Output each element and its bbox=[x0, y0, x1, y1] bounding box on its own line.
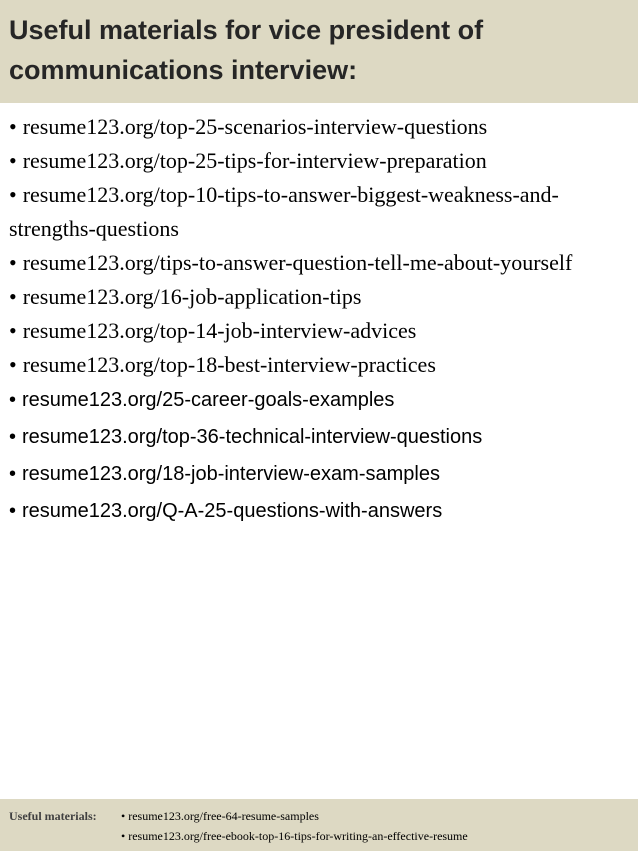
footer-label bbox=[9, 806, 121, 826]
link-text[interactable]: resume123.org/top-10-tips-to-answer-biggest-weakness-and-strengths-questions bbox=[9, 182, 559, 241]
bullet: • bbox=[9, 148, 17, 173]
list-item bbox=[9, 493, 631, 530]
link-text[interactable]: resume123.org/top-25-tips-for-interview-preparation bbox=[22, 148, 487, 173]
bullet: • bbox=[9, 284, 17, 309]
bullet: • bbox=[9, 352, 17, 377]
link-text[interactable]: resume123.org/tips-to-answer-question-tell-me-about-yourself bbox=[22, 250, 573, 275]
bullet: • bbox=[9, 114, 17, 139]
footer-bullet: • bbox=[121, 809, 126, 823]
bullet: • bbox=[9, 463, 17, 485]
page-title bbox=[9, 10, 629, 90]
footer-bullet: • bbox=[121, 829, 126, 843]
footer-label-colon: : bbox=[92, 809, 97, 823]
footer-row bbox=[9, 826, 468, 846]
list-item bbox=[9, 348, 631, 382]
bullet: • bbox=[9, 389, 17, 411]
list-item bbox=[9, 382, 631, 419]
footer-link[interactable]: resume123.org/free-ebook-top-16-tips-for-writing-an-effective-resume bbox=[128, 829, 468, 843]
list-item bbox=[9, 246, 631, 280]
link-text[interactable]: resume123.org/16-job-application-tips bbox=[22, 284, 362, 309]
bullet: • bbox=[9, 500, 17, 522]
link-text[interactable]: resume123.org/top-25-scenarios-interview-questions bbox=[22, 114, 488, 139]
link-text[interactable]: resume123.org/25-career-goals-examples bbox=[22, 389, 395, 411]
footer-link[interactable]: resume123.org/free-64-resume-samples bbox=[128, 809, 319, 823]
list-item bbox=[9, 178, 631, 246]
page-title-line-1: Useful materials for vice president of bbox=[9, 15, 484, 45]
links-list bbox=[9, 110, 631, 530]
link-text[interactable]: resume123.org/top-14-job-interview-advices bbox=[22, 318, 417, 343]
link-text[interactable]: resume123.org/Q-A-25-questions-with-answers bbox=[22, 500, 443, 522]
list-item bbox=[9, 110, 631, 144]
link-text[interactable]: resume123.org/18-job-interview-exam-samples bbox=[22, 463, 440, 485]
page-title-line-2: communications interview: bbox=[9, 55, 358, 85]
footer-label-text: Useful materials bbox=[9, 809, 93, 823]
link-text[interactable]: resume123.org/top-36-technical-interview-questions bbox=[22, 426, 483, 448]
bullet: • bbox=[9, 250, 17, 275]
bullet: • bbox=[9, 182, 17, 207]
list-item bbox=[9, 419, 631, 456]
list-item bbox=[9, 144, 631, 178]
bullet: • bbox=[9, 318, 17, 343]
footer-row bbox=[9, 806, 468, 826]
bullet: • bbox=[9, 426, 17, 448]
link-text[interactable]: resume123.org/top-18-best-interview-practices bbox=[22, 352, 436, 377]
list-item bbox=[9, 456, 631, 493]
header-band bbox=[0, 0, 638, 103]
list-item bbox=[9, 280, 631, 314]
footer bbox=[9, 806, 468, 846]
list-item bbox=[9, 314, 631, 348]
